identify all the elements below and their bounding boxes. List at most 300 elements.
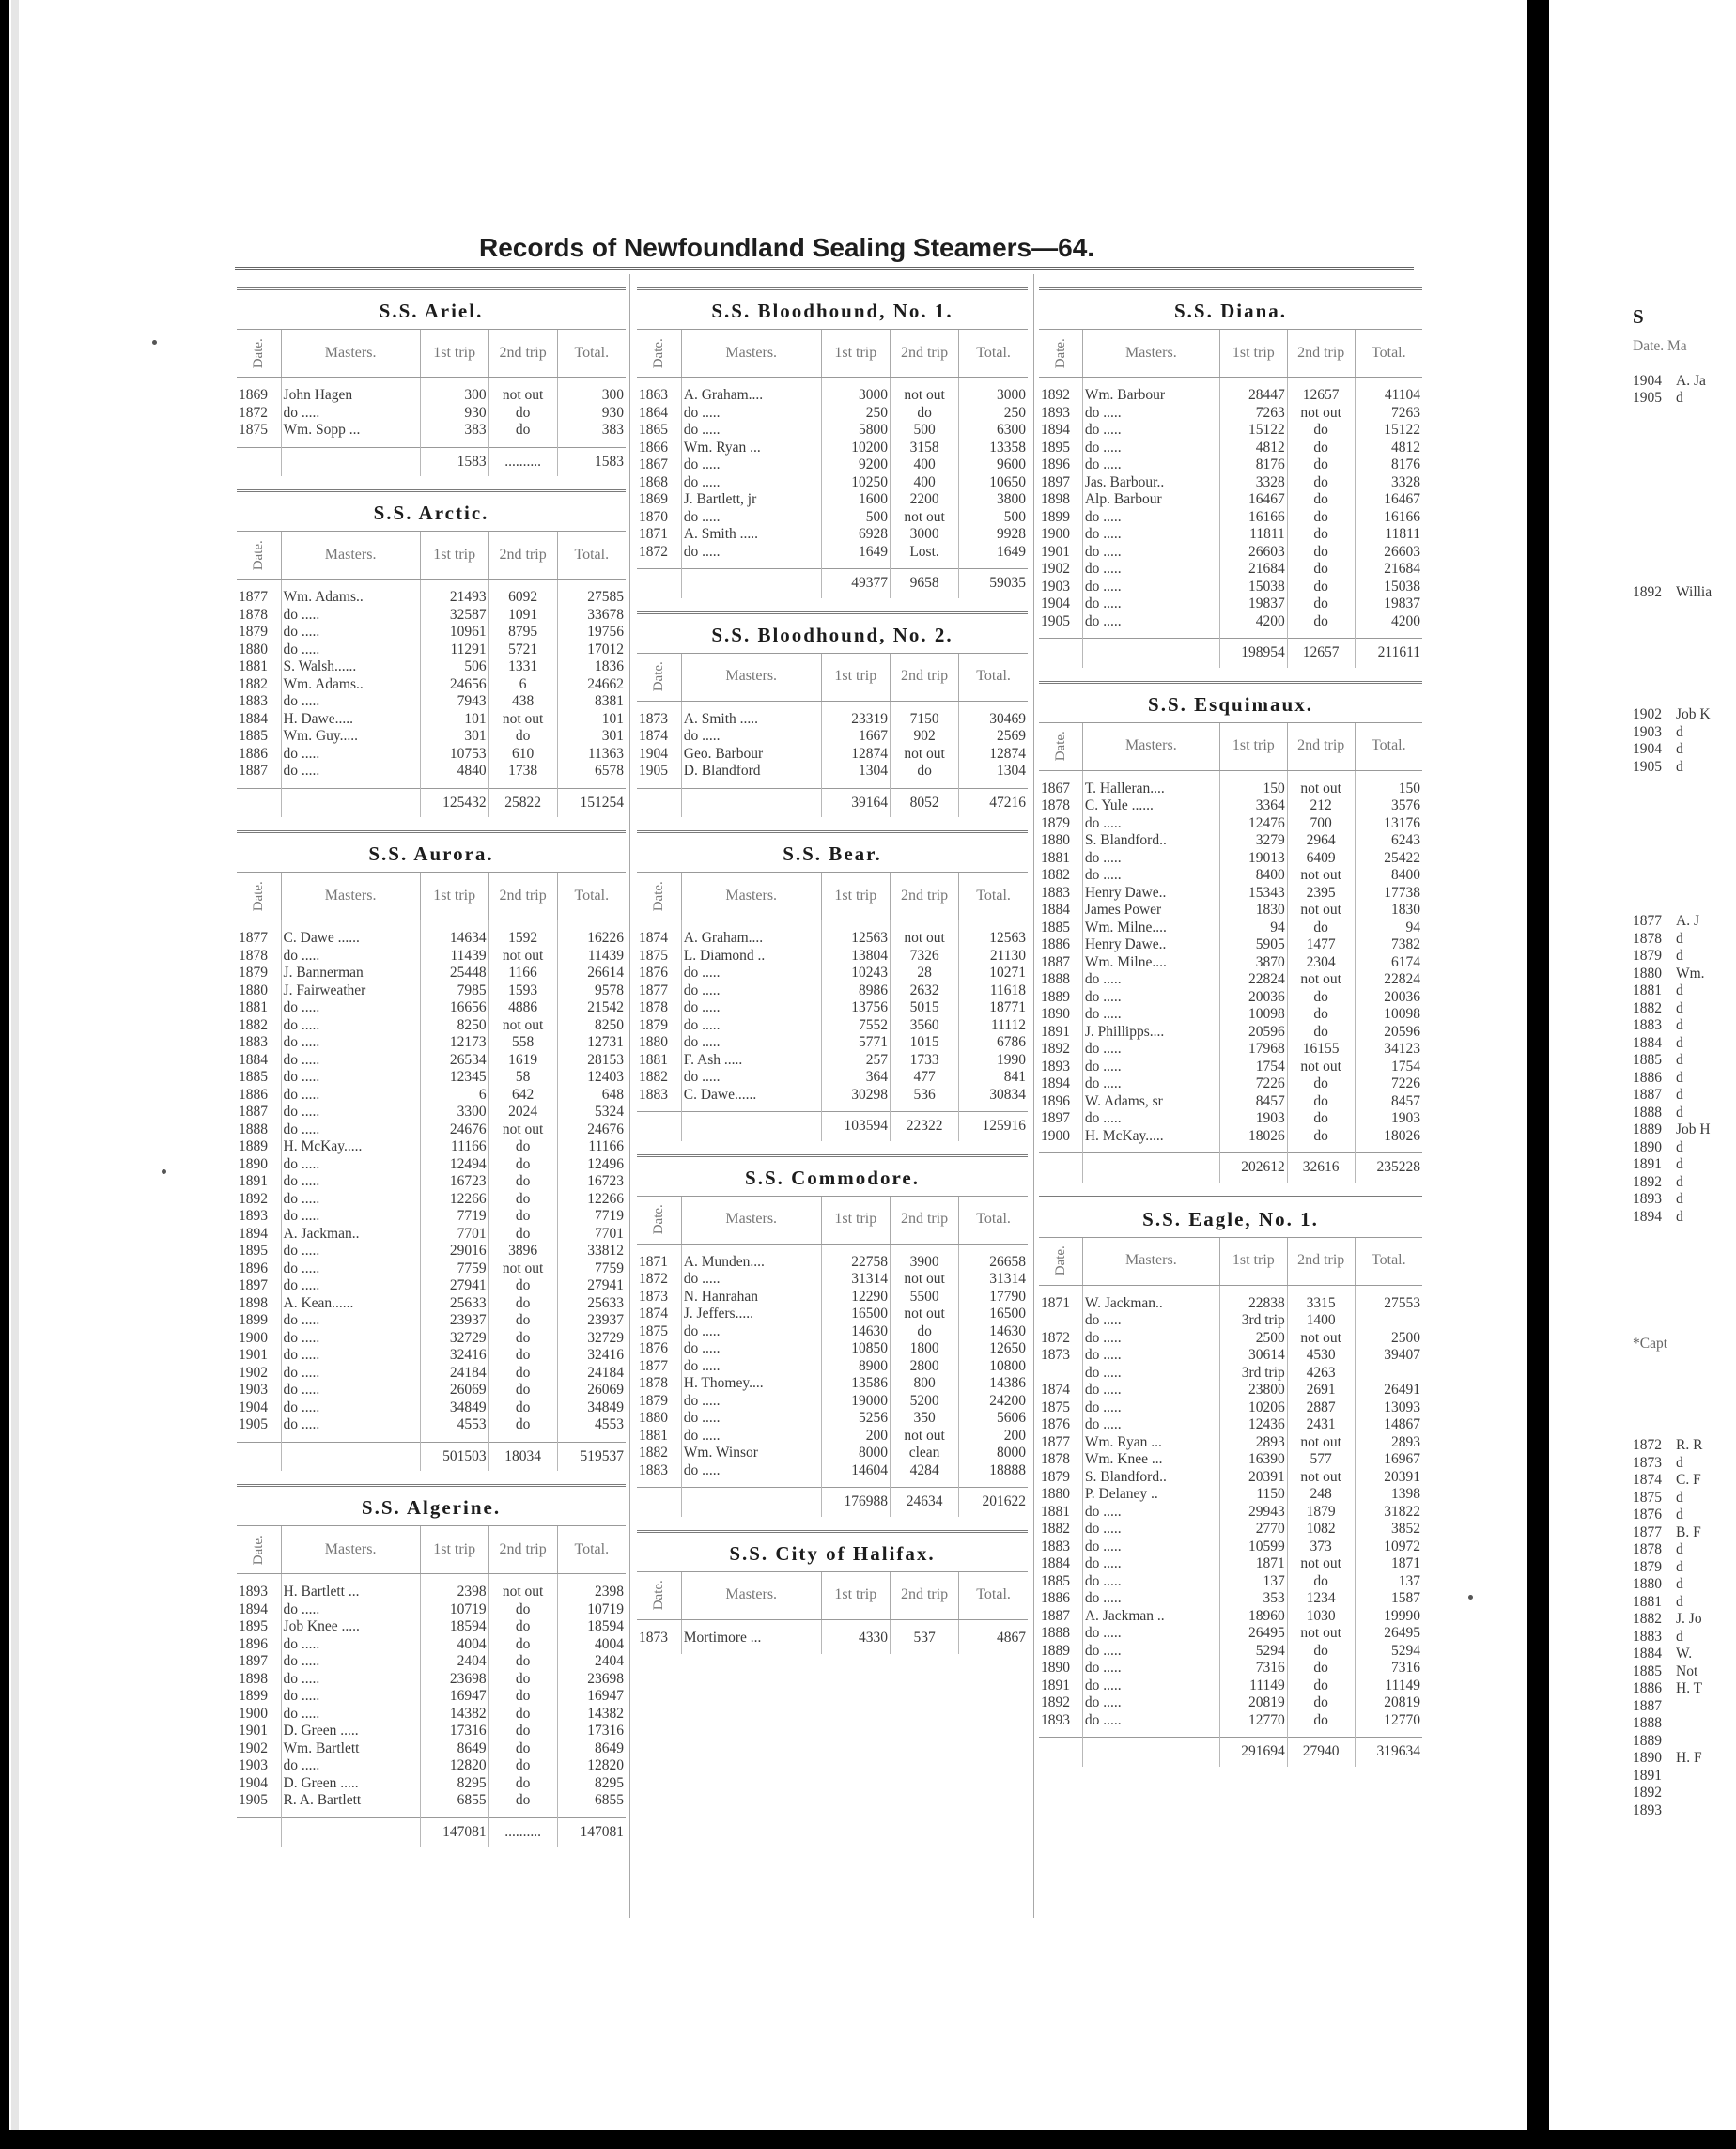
- total-cell: 10800: [959, 1358, 1028, 1376]
- second-trip-cell: 1030: [1287, 1608, 1355, 1626]
- master-cell: do .....: [1082, 1504, 1219, 1522]
- date-cell: 1896: [1041, 1092, 1070, 1109]
- date-cell: 1882: [639, 1069, 668, 1085]
- total-cell: 3852: [1355, 1521, 1422, 1538]
- first-trip-cell: 7943: [420, 693, 488, 711]
- master-cell: do .....: [1082, 1677, 1219, 1695]
- fragment-master: C. F: [1676, 1472, 1701, 1488]
- total-cell: 6855: [557, 1792, 626, 1817]
- header-trip1: 1st trip: [1219, 1237, 1287, 1285]
- fragment-rows: [1633, 913, 1711, 1226]
- total-first-trip: 103594: [821, 1112, 890, 1141]
- first-trip-cell: 4812: [1219, 440, 1287, 457]
- second-trip-cell: 4530: [1287, 1347, 1355, 1365]
- master-cell: do .....: [681, 1393, 821, 1411]
- total-cell: 26603: [1355, 544, 1422, 562]
- total-cell: 841: [959, 1069, 1028, 1087]
- first-trip-cell: 2500: [1219, 1330, 1287, 1348]
- total-row: [1039, 639, 1422, 668]
- table-row: [1039, 456, 1422, 474]
- first-trip-cell: 1649: [821, 544, 890, 569]
- first-trip-cell: 26069: [420, 1382, 488, 1399]
- total-cell: 13358: [959, 440, 1028, 457]
- date-cell: 1879: [1041, 1468, 1070, 1485]
- date-cell: 1895: [239, 1618, 268, 1634]
- master-cell: do .....: [281, 1243, 420, 1260]
- second-trip-cell: not out: [890, 920, 958, 948]
- master-cell: J. Fairweather: [281, 982, 420, 1000]
- first-trip-cell: 12820: [420, 1757, 488, 1775]
- first-trip-cell: 8176: [1219, 456, 1287, 474]
- date-cell: 1899: [1041, 508, 1070, 525]
- table-footer: [237, 1817, 626, 1847]
- fragment-date: 1887: [1633, 1697, 1662, 1714]
- total-master-cell: [281, 1817, 420, 1847]
- first-trip-cell: 8250: [420, 1017, 488, 1035]
- total-cell: 1649: [959, 544, 1028, 569]
- master-cell: D. Green .....: [281, 1775, 420, 1793]
- master-cell: do .....: [281, 1330, 420, 1348]
- table-row: [637, 763, 1028, 788]
- first-trip-cell: 15038: [1219, 579, 1287, 596]
- first-trip-cell: 25448: [420, 965, 488, 982]
- total-row: [1039, 1738, 1422, 1767]
- date-cell: 1864: [639, 404, 668, 421]
- date-cell: 1890: [1041, 1006, 1070, 1022]
- master-cell: do .....: [281, 1347, 420, 1365]
- fragment-date: 1885: [1633, 1662, 1662, 1679]
- total-cell: 33812: [557, 1243, 626, 1260]
- master-cell: S. Blandford..: [1082, 832, 1219, 850]
- master-cell: do .....: [281, 1069, 420, 1087]
- master-cell: do .....: [281, 642, 420, 659]
- table-row: [237, 1653, 626, 1671]
- total-cell: 19990: [1355, 1608, 1422, 1626]
- master-cell: Wm. Ryan ...: [681, 440, 821, 457]
- total-cell: 300: [557, 378, 626, 405]
- first-trip-cell: 301: [420, 728, 488, 746]
- second-trip-cell: do: [1287, 1677, 1355, 1695]
- fragment-row: [1633, 1087, 1711, 1105]
- master-cell: do .....: [1082, 1059, 1219, 1076]
- table-row: [1039, 797, 1422, 815]
- second-trip-cell: 1166: [488, 965, 557, 982]
- table-footer: [1039, 1738, 1422, 1767]
- total-cell: [1355, 1312, 1422, 1330]
- total-cell: 11149: [1355, 1677, 1422, 1695]
- second-trip-cell: 536: [890, 1087, 958, 1112]
- master-cell: Job Knee .....: [281, 1618, 420, 1636]
- header-date-label: Date.: [1052, 1245, 1068, 1276]
- table-row: [1039, 1330, 1422, 1348]
- master-cell: do .....: [681, 1462, 821, 1488]
- master-cell: T. Halleran....: [1082, 770, 1219, 797]
- second-trip-cell: 642: [488, 1087, 557, 1105]
- first-trip-cell: 3300: [420, 1104, 488, 1121]
- table-footer: [637, 569, 1028, 598]
- date-cell: 1880: [1041, 832, 1070, 848]
- total-date-cell: [637, 1112, 681, 1141]
- second-trip-cell: 4886: [488, 999, 557, 1017]
- master-cell: do .....: [681, 1340, 821, 1358]
- header-trip1: 1st trip: [420, 330, 488, 378]
- first-trip-cell: 1903: [1219, 1110, 1287, 1128]
- fragment-row: [1633, 584, 1712, 602]
- first-trip-cell: 12770: [1219, 1712, 1287, 1738]
- fragment-date: 1873: [1633, 1454, 1662, 1471]
- first-trip-cell: 16947: [420, 1688, 488, 1706]
- master-cell: do .....: [1082, 1660, 1219, 1677]
- table-row: [637, 456, 1028, 474]
- total-sum: 59035: [959, 569, 1028, 598]
- fragment-row: [1633, 1629, 1702, 1647]
- table-row: [637, 1462, 1028, 1488]
- total-cell: 5324: [557, 1104, 626, 1121]
- table-row: [1039, 1469, 1422, 1487]
- total-master-cell: [681, 1488, 821, 1517]
- fragment-master: B. F: [1676, 1523, 1701, 1540]
- first-trip-cell: 10243: [821, 965, 890, 982]
- first-trip-cell: 506: [420, 658, 488, 676]
- total-cell: 101: [557, 711, 626, 729]
- total-cell: 1871: [1355, 1555, 1422, 1573]
- date-cell: 1867: [639, 456, 668, 472]
- second-trip-cell: 3158: [890, 440, 958, 457]
- date-cell: 1868: [639, 473, 668, 490]
- table-row: [237, 1740, 626, 1758]
- first-trip-cell: 10200: [821, 440, 890, 457]
- first-trip-cell: 32729: [420, 1330, 488, 1348]
- date-cell: 1876: [639, 1340, 668, 1356]
- master-cell: do .....: [1082, 1330, 1219, 1348]
- table-row: [1039, 405, 1422, 423]
- header-total: Total.: [959, 330, 1028, 378]
- title-rule: [235, 267, 1414, 270]
- second-trip-cell: not out: [488, 1121, 557, 1139]
- second-trip-cell: do: [488, 1226, 557, 1244]
- second-trip-cell: 212: [1287, 797, 1355, 815]
- fragment-master: d: [1676, 390, 1683, 406]
- total-first-trip: 125432: [420, 788, 488, 817]
- table-row: [237, 1138, 626, 1156]
- header-masters: Masters.: [1082, 1237, 1219, 1285]
- master-cell: do .....: [1082, 1521, 1219, 1538]
- header-trip1: 1st trip: [1219, 330, 1287, 378]
- master-cell: J. Jeffers.....: [681, 1306, 821, 1323]
- master-cell: do .....: [1082, 1416, 1219, 1434]
- fragment-date: 1893: [1633, 1191, 1662, 1207]
- second-trip-cell: not out: [1287, 1059, 1355, 1076]
- table-row: [237, 1671, 626, 1689]
- table-row: [237, 1688, 626, 1706]
- master-cell: do .....: [1082, 1110, 1219, 1128]
- date-cell: 1892: [1041, 1041, 1070, 1057]
- section-rule: [1039, 681, 1422, 684]
- date-cell: 1880: [239, 641, 268, 657]
- table-row: [637, 1393, 1028, 1411]
- total-cell: 8000: [959, 1445, 1028, 1462]
- first-trip-cell: 300: [420, 378, 488, 405]
- second-trip-cell: do: [488, 1416, 557, 1442]
- first-trip-cell: 15343: [1219, 885, 1287, 903]
- master-cell: do .....: [681, 474, 821, 492]
- total-cell: 8295: [557, 1775, 626, 1793]
- second-trip-cell: 3900: [890, 1244, 958, 1271]
- total-first-trip: 39164: [821, 788, 890, 817]
- table-row: [237, 1260, 626, 1278]
- total-cell: 16500: [959, 1306, 1028, 1323]
- master-cell: H. Thomey....: [681, 1375, 821, 1393]
- header-masters-label: Ma: [1667, 338, 1687, 354]
- master-cell: do .....: [1082, 1075, 1219, 1093]
- second-trip-cell: not out: [1287, 902, 1355, 920]
- total-second-trip: 22322: [890, 1112, 958, 1141]
- date-cell: 1882: [239, 675, 268, 692]
- date-cell: 1874: [639, 1306, 668, 1322]
- fragment-date: 1884: [1633, 1034, 1662, 1051]
- first-trip-cell: 13804: [821, 948, 890, 966]
- fragment-row: [1633, 759, 1711, 777]
- fragment-date: 1875: [1633, 1489, 1662, 1506]
- total-cell: 10972: [1355, 1538, 1422, 1556]
- master-cell: do .....: [281, 1087, 420, 1105]
- fragment-row: [1633, 1698, 1702, 1716]
- table-row: [237, 1277, 626, 1295]
- date-cell: 1874: [1041, 1382, 1070, 1398]
- master-cell: do .....: [281, 1121, 420, 1139]
- total-cell: 20819: [1355, 1694, 1422, 1712]
- master-cell: do .....: [281, 1208, 420, 1226]
- table-row: [237, 1226, 626, 1244]
- second-trip-cell: do: [1287, 1660, 1355, 1677]
- first-trip-cell: 14630: [821, 1323, 890, 1341]
- table-footer: [1039, 639, 1422, 668]
- table-row: [237, 920, 626, 948]
- total-cell: 137: [1355, 1573, 1422, 1591]
- total-cell: 26658: [959, 1244, 1028, 1271]
- fragment-date: 1880: [1633, 1576, 1662, 1592]
- header-date-label: Date.: [651, 337, 667, 369]
- second-trip-cell: do: [488, 1653, 557, 1671]
- column-rule-2: [1033, 274, 1034, 1918]
- fragment-row: [1633, 1576, 1702, 1594]
- date-cell: 1884: [1041, 1555, 1070, 1571]
- first-trip-cell: 1600: [821, 491, 890, 509]
- master-cell: C. Dawe ......: [281, 920, 420, 948]
- date-cell: 1886: [239, 1086, 268, 1103]
- second-trip-cell: 800: [890, 1375, 958, 1393]
- second-trip-cell: 1879: [1287, 1504, 1355, 1522]
- header-row: [637, 330, 1028, 378]
- second-trip-cell: 4263: [1287, 1365, 1355, 1383]
- master-cell: do .....: [1082, 989, 1219, 1007]
- fragment-date: 1878: [1633, 930, 1662, 947]
- second-trip-cell: 477: [890, 1069, 958, 1087]
- table-row: [637, 544, 1028, 569]
- header-date: [1039, 722, 1082, 770]
- first-trip-cell: 11439: [420, 948, 488, 966]
- master-cell: do .....: [281, 1688, 420, 1706]
- header-date-label: Date.: [1633, 338, 1665, 354]
- table-title: S.S. Esquimaux.: [1148, 692, 1313, 716]
- second-trip-cell: 438: [488, 693, 557, 711]
- total-cell: 30469: [959, 701, 1028, 728]
- date-cell: 1905: [639, 763, 668, 779]
- table-row: [1039, 867, 1422, 885]
- second-trip-cell: do: [1287, 456, 1355, 474]
- table-body: [1039, 770, 1422, 1153]
- second-trip-cell: do: [488, 405, 557, 423]
- total-cell: 10650: [959, 474, 1028, 492]
- master-cell: do .....: [1082, 595, 1219, 613]
- total-master-cell: [1082, 1738, 1219, 1767]
- date-cell: 1885: [239, 1069, 268, 1085]
- table-row: [237, 624, 626, 642]
- second-trip-cell: do: [890, 1323, 958, 1341]
- header-row: [237, 1526, 626, 1574]
- master-cell: do .....: [681, 965, 821, 982]
- header-row: [637, 653, 1028, 701]
- date-cell: 1892: [239, 1190, 268, 1207]
- first-trip-cell: 11291: [420, 642, 488, 659]
- total-cell: 21130: [959, 948, 1028, 966]
- master-cell: do .....: [681, 509, 821, 527]
- total-cell: 14386: [959, 1375, 1028, 1393]
- total-cell: 12770: [1355, 1712, 1422, 1738]
- fragment-row: [1633, 1663, 1702, 1681]
- first-trip-cell: 22838: [1219, 1285, 1287, 1312]
- total-cell: 6300: [959, 422, 1028, 440]
- table-row: [1039, 1285, 1422, 1312]
- date-cell: 1893: [1041, 1711, 1070, 1728]
- fragment-date: 1886: [1633, 1680, 1662, 1696]
- second-trip-cell: 400: [890, 474, 958, 492]
- master-cell: Geo. Barbour: [681, 746, 821, 764]
- fragment-row: [1633, 1017, 1711, 1035]
- date-cell: 1875: [639, 947, 668, 964]
- table-row: [237, 1574, 626, 1601]
- header-total: Total.: [959, 1571, 1028, 1619]
- fragment-master: Not: [1676, 1662, 1698, 1679]
- master-cell: Wm. Sopp ...: [281, 422, 420, 447]
- master-cell: Henry Dawe..: [1082, 885, 1219, 903]
- header-masters: Masters.: [281, 873, 420, 920]
- table-row: [237, 1104, 626, 1121]
- master-cell: S. Walsh......: [281, 658, 420, 676]
- table-eagle-1: [1039, 1196, 1422, 1767]
- table-row: [637, 1445, 1028, 1462]
- date-cell: 1877: [639, 1357, 668, 1374]
- date-cell: 1881: [639, 1051, 668, 1068]
- date-cell: 1900: [1041, 526, 1070, 542]
- table-row: [1039, 1382, 1422, 1399]
- table-title: S.S. Arctic.: [373, 502, 489, 524]
- second-trip-cell: do: [890, 763, 958, 788]
- second-trip-cell: Lost.: [890, 544, 958, 569]
- date-cell: 1895: [239, 1243, 268, 1259]
- table-header: [1039, 722, 1422, 770]
- table-row: [237, 1312, 626, 1330]
- first-trip-cell: 12476: [1219, 815, 1287, 833]
- master-cell: John Hagen: [281, 378, 420, 405]
- total-master-cell: [1082, 1153, 1219, 1183]
- first-trip-cell: 6928: [821, 526, 890, 544]
- total-cell: 301: [557, 728, 626, 746]
- date-cell: 1901: [239, 1347, 268, 1363]
- second-trip-cell: not out: [890, 1306, 958, 1323]
- header-date: [1039, 330, 1082, 378]
- fragment-row: [1633, 741, 1711, 759]
- table-row: [637, 1034, 1028, 1052]
- fragment-master: d: [1676, 1069, 1683, 1086]
- date-cell: 1880: [1041, 1486, 1070, 1502]
- first-trip-cell: 7263: [1219, 405, 1287, 423]
- table-row: [237, 1052, 626, 1070]
- record-table: [237, 531, 626, 817]
- section-rule: [237, 830, 626, 833]
- master-cell: do .....: [281, 1191, 420, 1209]
- fragment-rows: [1633, 373, 1706, 408]
- master-cell: do .....: [281, 1706, 420, 1724]
- total-cell: 4867: [959, 1619, 1028, 1654]
- record-table: [1039, 722, 1422, 1183]
- master-cell: do .....: [1082, 850, 1219, 868]
- table-row: [1039, 1694, 1422, 1712]
- date-cell: 1893: [1041, 404, 1070, 421]
- second-trip-cell: clean: [890, 1445, 958, 1462]
- fragment-date: 1887: [1633, 1087, 1662, 1103]
- first-trip-cell: 8400: [1219, 867, 1287, 885]
- date-cell: 1872: [639, 1271, 668, 1287]
- date-cell: 1896: [239, 1260, 268, 1276]
- section-rule: [237, 489, 626, 492]
- total-first-trip: 291694: [1219, 1738, 1287, 1767]
- total-sum: 147081: [557, 1817, 626, 1847]
- date-cell: 1885: [239, 728, 268, 744]
- table-row: [237, 1069, 626, 1087]
- first-trip-cell: 4553: [420, 1416, 488, 1442]
- master-cell: H. Bartlett ...: [281, 1574, 420, 1601]
- second-trip-cell: 400: [890, 456, 958, 474]
- table-row: [237, 1243, 626, 1260]
- next-page-fragment-2: [1633, 584, 1712, 602]
- total-cell: 11112: [959, 1017, 1028, 1035]
- table-row: [237, 693, 626, 711]
- total-second-trip: 25822: [488, 788, 557, 817]
- table-commodore: [637, 1154, 1028, 1517]
- total-date-cell: [637, 788, 681, 817]
- header-masters: Masters.: [681, 653, 821, 701]
- table-row: [637, 1289, 1028, 1306]
- date-cell: 1880: [639, 1410, 668, 1426]
- header-masters: Masters.: [681, 330, 821, 378]
- master-cell: do .....: [1082, 456, 1219, 474]
- total-cell: 12496: [557, 1156, 626, 1174]
- fragment-date: 1883: [1633, 1017, 1662, 1033]
- header-trip1: 1st trip: [420, 532, 488, 580]
- fragment-row: [1633, 1455, 1702, 1473]
- total-cell: 4004: [557, 1636, 626, 1654]
- table-row: [237, 1017, 626, 1035]
- fragment-date: 1879: [1633, 1558, 1662, 1575]
- header-trip2: 2nd trip: [890, 653, 958, 701]
- second-trip-cell: 58: [488, 1069, 557, 1087]
- table-diana: [1039, 287, 1422, 668]
- total-row: [637, 1488, 1028, 1517]
- second-trip-cell: 28: [890, 965, 958, 982]
- total-row: [637, 569, 1028, 598]
- second-trip-cell: not out: [1287, 1434, 1355, 1452]
